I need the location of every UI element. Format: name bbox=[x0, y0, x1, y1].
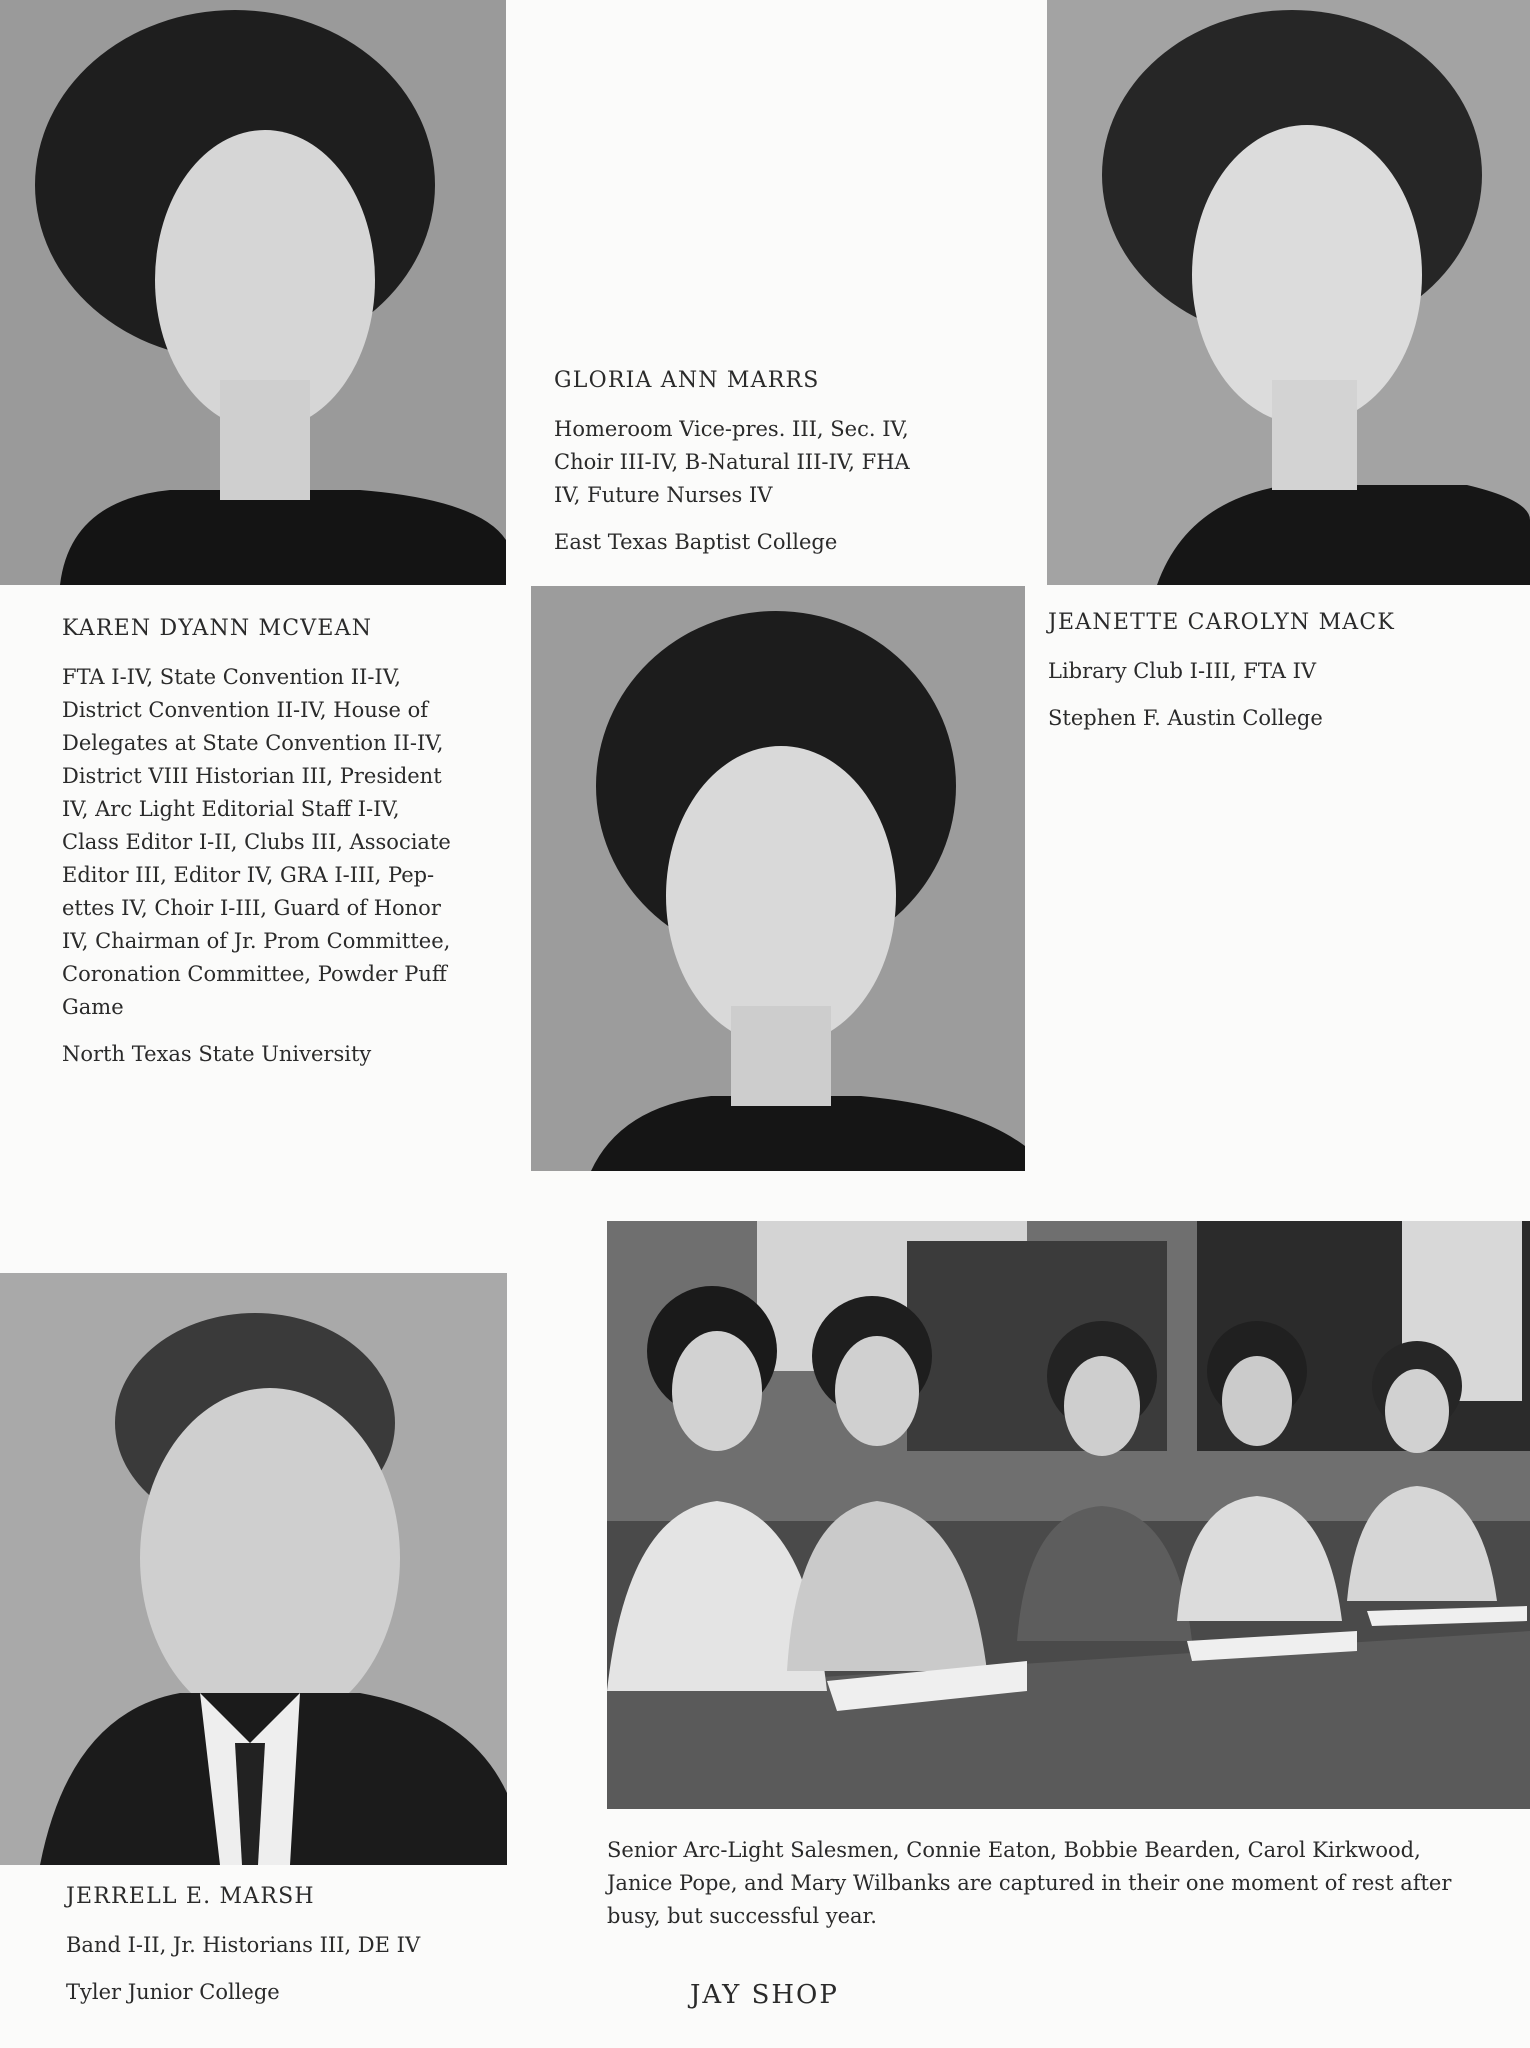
activities-line: District VIII Historian III, President bbox=[62, 764, 442, 788]
student-college: Tyler Junior College bbox=[66, 1980, 280, 2004]
activities-line: Choir III-IV, B-Natural III-IV, FHA bbox=[554, 450, 910, 474]
portrait-gloria-marrs-image bbox=[531, 586, 1025, 1171]
activities-line: Coronation Committee, Powder Puff bbox=[62, 962, 447, 986]
page-footer: JAY SHOP bbox=[690, 1980, 839, 2010]
activities-line: District Convention II-IV, House of bbox=[62, 698, 429, 722]
caption-line: Janice Pope, and Mary Wilbanks are captured in their one moment of rest after bbox=[607, 1871, 1452, 1895]
student-activities bbox=[1048, 655, 1508, 688]
portrait-jerrell-marsh bbox=[0, 1273, 507, 1865]
activities-line: ettes IV, Choir I-III, Guard of Honor bbox=[62, 896, 441, 920]
student-gloria-marrs bbox=[554, 368, 1014, 558]
group-photo-salesmen-image bbox=[607, 1221, 1530, 1809]
student-jerrell-marsh bbox=[66, 1884, 546, 2008]
group-photo-caption bbox=[607, 1834, 1527, 1933]
student-name: JERRELL E. MARSH bbox=[66, 1884, 315, 1909]
activities-line: Class Editor I-II, Clubs III, Associate bbox=[62, 830, 451, 854]
caption-line: busy, but successful year. bbox=[607, 1904, 877, 1928]
activities-line: FTA I-IV, State Convention II-IV, bbox=[62, 665, 401, 689]
student-karen-mcvean bbox=[62, 616, 532, 1070]
activities-line: Delegates at State Convention II-IV, bbox=[62, 731, 444, 755]
student-name: KAREN DYANN MCVEAN bbox=[62, 616, 373, 641]
activities-line: Library Club I-III, FTA IV bbox=[1048, 659, 1317, 683]
student-college: East Texas Baptist College bbox=[554, 530, 838, 554]
activities-line: IV, Arc Light Editorial Staff I-IV, bbox=[62, 797, 400, 821]
student-activities bbox=[554, 413, 1014, 512]
activities-line: Homeroom Vice-pres. III, Sec. IV, bbox=[554, 417, 909, 441]
student-college: Stephen F. Austin College bbox=[1048, 706, 1323, 730]
caption-line: Senior Arc-Light Salesmen, Connie Eaton, Bobbie Bearden, Carol Kirkwood, bbox=[607, 1838, 1421, 1862]
portrait-karen-mcvean-image bbox=[0, 0, 506, 585]
portrait-karen-mcvean bbox=[0, 0, 506, 585]
activities-line: Game bbox=[62, 995, 124, 1019]
student-name: JEANETTE CAROLYN MACK bbox=[1048, 610, 1396, 635]
student-name: GLORIA ANN MARRS bbox=[554, 368, 820, 393]
student-activities bbox=[62, 661, 532, 1024]
portrait-gloria-marrs bbox=[531, 586, 1025, 1171]
portrait-jeanette-mack bbox=[1047, 0, 1530, 585]
group-photo-salesmen bbox=[607, 1221, 1530, 1809]
portrait-jeanette-mack-image bbox=[1047, 0, 1530, 585]
activities-line: Band I-II, Jr. Historians III, DE IV bbox=[66, 1933, 421, 1957]
activities-line: Editor III, Editor IV, GRA I-III, Pep- bbox=[62, 863, 435, 887]
student-activities bbox=[66, 1929, 546, 1962]
activities-line: IV, Chairman of Jr. Prom Committee, bbox=[62, 929, 451, 953]
student-jeanette-mack bbox=[1048, 610, 1508, 734]
portrait-jerrell-marsh-image bbox=[0, 1273, 507, 1865]
activities-line: IV, Future Nurses IV bbox=[554, 483, 773, 507]
student-college: North Texas State University bbox=[62, 1042, 372, 1066]
